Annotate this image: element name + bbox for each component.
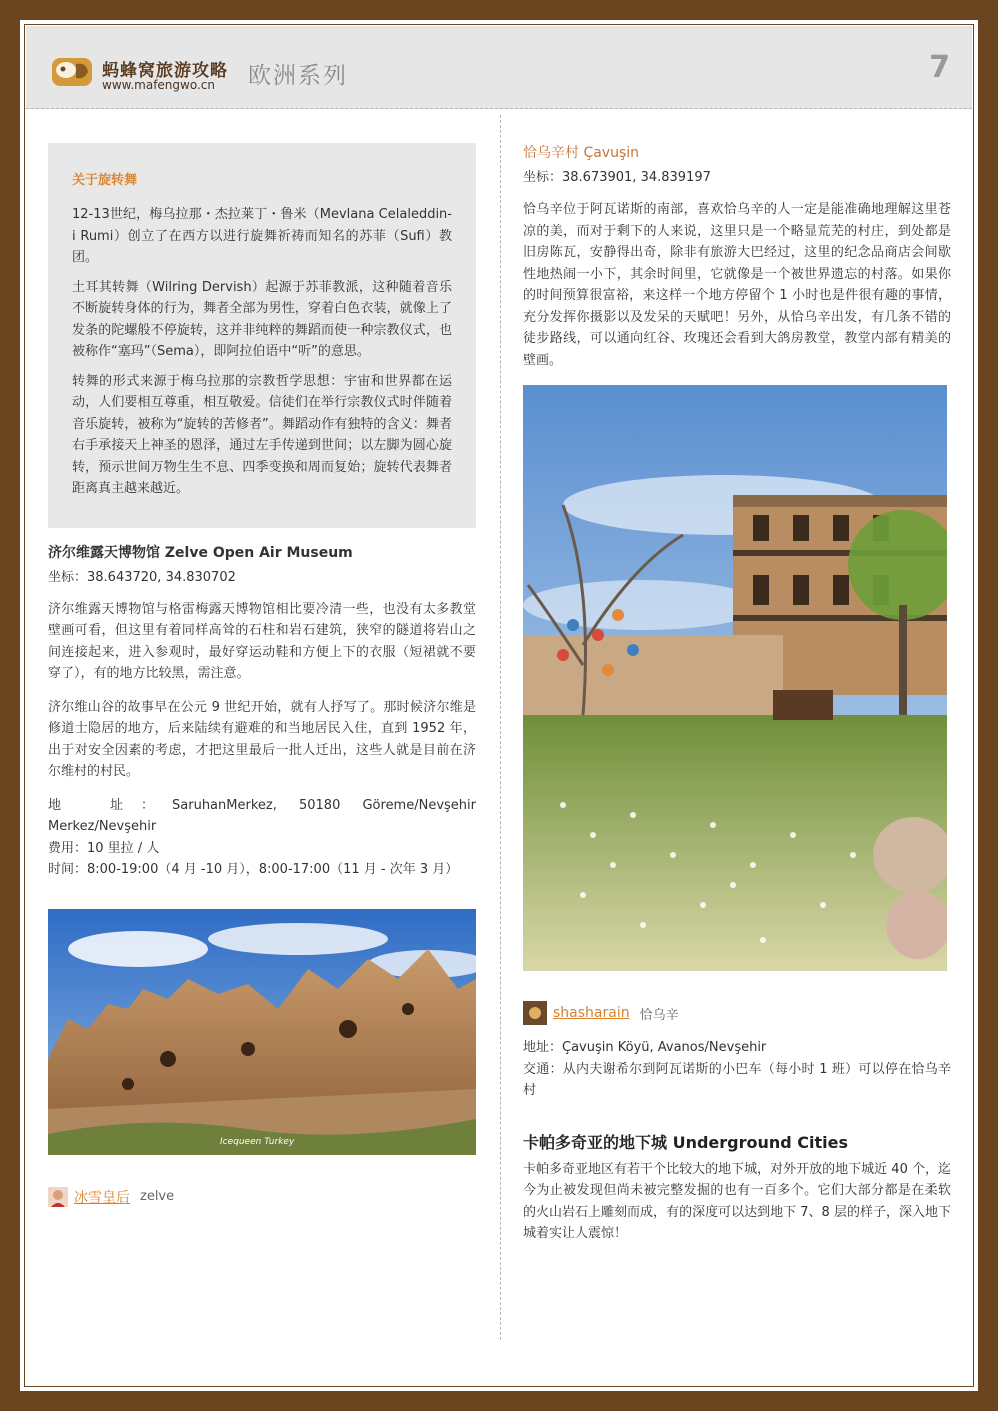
cavusin-transport: 交通：从内夫谢希尔到阿瓦诺斯的小巴车（每小时 1 班）可以停在恰乌辛村 (523, 1061, 951, 1098)
zelve-paragraph: 济尔维山谷的故事早在公元 9 世纪开始，就有人抒写了。那时候济尔维是修道士隐居的地方，后来陆续有避难的和当地居民入住，直到 1952 年，出于对安全因素的考虑，才把这里最后一批人迁出，这些人就是目前在济尔维村的村民。 (48, 699, 476, 779)
page (20, 20, 978, 1391)
cavusin-paragraph: 恰乌辛位于阿瓦诺斯的南部，喜欢恰乌辛的人一定是能准确地理解这里苍凉的美，而对于剩下的人来说，这里只是一个略显荒芜的村庄，到处都是旧房陈瓦，安静得出奇，除非有旅游大巴经过，这里的纪念品商店会间歇性地热闹一小下，其余时间里，它就像是一个被世界遗忘的村落。如果你的时间预算很富裕，来这样一个地方停留个 1 小时也是件很有趣的事情，充分发挥你摄影以及发呆的天赋吧！另外，从恰乌辛出发，有几条不错的徒步路线，可以通向红谷、玫瑰还会看到大鸽房教堂，教堂内部有精美的壁画。 (523, 202, 951, 368)
credit-place: 恰乌辛 (639, 1007, 679, 1023)
user-link[interactable]: shasharain (553, 1005, 630, 1021)
user-link[interactable]: 冰雪皇后 (74, 1189, 130, 1206)
brand-name: 蚂蜂窝旅游攻略 (102, 61, 228, 81)
zelve-title: 济尔维露天博物馆 Zelve Open Air Museum (48, 544, 353, 561)
zelve-fee: 费用：10 里拉 / 人 (48, 840, 160, 856)
photo-watermark: Icequeen Turkey (220, 1136, 295, 1147)
credit-place: zelve (140, 1189, 175, 1204)
zelve-photo-illustration (48, 909, 476, 1155)
underground-title: 卡帕多奇亚的地下城 Underground Cities (523, 1132, 849, 1152)
zelve-photo (48, 909, 476, 1155)
cavusin-photo-illustration (523, 385, 947, 971)
header-bar (26, 26, 972, 109)
box-paragraph: 土耳其转舞（Wilring Dervish）起源于苏菲教派，这种随着音乐不断旋转身体的行为，舞者全部为男性，穿着白色衣装，就像上了发条的陀螺般不停旋转，这并非纯粹的舞蹈而使一种宗教仪式，也被称作“塞玛”（Sema），即阿拉伯语中“听”的意思。 (72, 279, 452, 359)
underground-paragraph: 卡帕多奇亚地区有若干个比较大的地下城，对外开放的地下城近 40 个，迄今为止被发现但尚未被完整发掘的也有一百多个。它们大部分都是在柔软的火山岩石上雕刻而成，有的深度可以达到地下 7、8 层的样子，深入地下城着实让人震惊！ (523, 1161, 951, 1241)
brand-url: www.mafengwo.cn (102, 78, 215, 92)
box-paragraph: 12-13世纪，梅乌拉那・杰拉莱丁・鲁米（Mevlana Celaleddin-i Rumi）创立了在西方以进行旋舞祈祷而知名的苏菲（Sufi）教团。 (72, 207, 452, 265)
zelve-coordinates: 坐标：38.643720, 34.830702 (48, 569, 236, 585)
zelve-address: 地 址：SaruhanMerkez, 50180 Göreme/Nevşehir Merkez/Nevşehir (48, 797, 476, 834)
photo-credit (48, 1187, 476, 1207)
mafengwo-logo-icon (50, 54, 94, 88)
user-avatar (48, 1187, 68, 1207)
user-avatar (523, 1001, 547, 1025)
right-column (523, 142, 951, 1245)
zelve-hours: 时间：8:00-19:00（4 月 -10 月），8:00-17:00（11 月 - 次年 3 月） (48, 862, 459, 877)
box-paragraph: 转舞的形式来源于梅乌拉那的宗教哲学思想：宇宙和世界都在运动，人们要相互尊重，相互敬爱。信徒们在举行宗教仪式时伴随着音乐旋转，被称为“旋转的苦修者”。舞蹈动作有独特的含义：舞者右手承接天上神圣的恩泽，通过左手传递到世间；以左脚为圆心旋转，预示世间万物生生不息、四季变换和周而复始；旋转代表舞者距离真主越来越近。 (72, 373, 452, 496)
zelve-paragraph: 济尔维露天博物馆与格雷梅露天博物馆相比要冷清一些，也没有太多教堂壁画可看，但这里有着同样高耸的石柱和岩石建筑，狭窄的隧道将岩山之间连接起来，进入参观时，最好穿运动鞋和方便上下的衣服（短裙就不要穿了），有的地方比较黑，需注意。 (48, 601, 476, 681)
box-title: 关于旋转舞 (72, 173, 138, 188)
cavusin-photo (523, 385, 947, 971)
left-column (48, 143, 476, 1207)
column-divider (500, 115, 501, 1340)
page-number: 7 (929, 50, 950, 85)
cavusin-coordinates: 坐标：38.673901, 34.839197 (523, 170, 711, 185)
series-title: 欧洲系列 (248, 63, 348, 89)
cavusin-address: 地址：Çavuşin Köyü, Avanos/Nevşehir (523, 1040, 767, 1055)
cavusin-title: 恰乌辛村 Çavuşin (523, 145, 640, 161)
photo-credit (523, 1001, 951, 1025)
info-box-whirling-dance (48, 143, 476, 528)
